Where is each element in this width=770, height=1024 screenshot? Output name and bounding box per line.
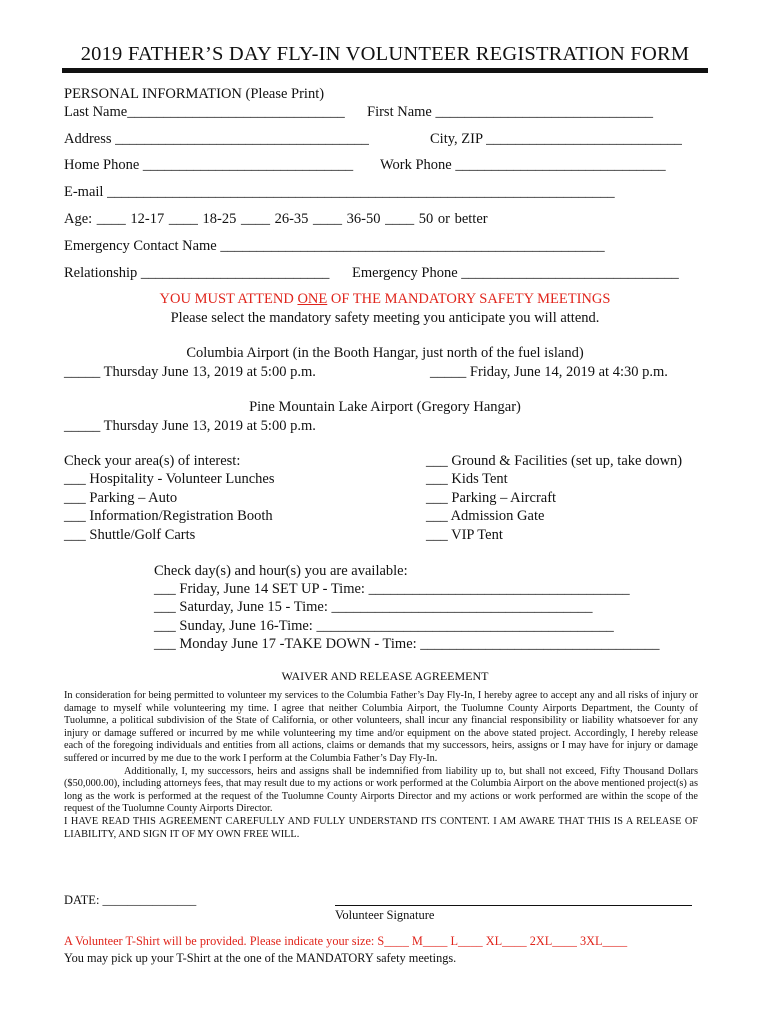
waiver-heading: WAIVER AND RELEASE AGREEMENT [281, 669, 489, 683]
interest-vip-tent[interactable]: ___ VIP Tent [426, 527, 503, 543]
columbia-friday-option[interactable]: _____ Friday, June 14, 2019 at 4:30 p.m. [430, 364, 668, 380]
signature-line[interactable] [335, 905, 692, 906]
mandatory-meeting-notice: YOU MUST ATTEND ONE OF THE MANDATORY SAFETY MEETINGS [159, 291, 611, 307]
first-name-field[interactable]: First Name ______________________________ [367, 104, 653, 120]
interest-admission-gate[interactable]: ___ Admission Gate [426, 508, 545, 524]
pine-mountain-meeting-heading: Pine Mountain Lake Airport (Gregory Hangar) [249, 399, 521, 415]
availability-monday[interactable]: ___ Monday June 17 -TAKE DOWN - Time: _________________________________ [154, 636, 660, 652]
interest-ground-facilities[interactable]: ___ Ground & Facilities (set up, take down) [426, 453, 683, 469]
interest-heading: Check your area(s) of interest: [64, 453, 241, 469]
interest-hospitality[interactable]: ___ Hospitality - Volunteer Lunches [64, 471, 275, 487]
age-options[interactable]: Age: ____ 12-17 ____ 18-25 ____ 26-35 ____ 36-50 ____ 50 or better [64, 211, 488, 227]
waiver-paragraph-1: In consideration for being permitted to volunteer my services to the Columbia Father’s Day Fly-In, I hereby agree to accept any and all risks of injury or damage to myself while volunteering my time. I agree that neither Columbia Airport, the Tuolumne County Airports Department, the County of Tuolumne, a political subdivision of the State of California, or other volunteers, shall incur any financial responsibility or liability whatsoever for any injury or damage suffered or incurred by me while volunteering my time and/or equipment on the above stated project. Accordingly, I hereby release each of the foregoing individuals and entities from all actions, claims or demands that my successors, heirs, assigns or I may have for injury or damage suffered or incurred by me due to the work I perform at the Columbia Father’s Day Fly-In. [64, 690, 698, 764]
date-field[interactable]: DATE: _______________ [64, 893, 197, 907]
availability-heading: Check day(s) and hour(s) you are available: [154, 563, 408, 579]
tshirt-pickup-note: You may pick up your T-Shirt at the one of the MANDATORY safety meetings. [64, 951, 457, 965]
last-name-field[interactable]: Last Name______________________________ [64, 104, 345, 120]
city-zip-field[interactable]: City, ZIP ___________________________ [430, 131, 682, 147]
availability-friday[interactable]: ___ Friday, June 14 SET UP - Time: ____________________________________ [154, 581, 630, 597]
title-divider [62, 68, 708, 73]
home-phone-field[interactable]: Home Phone _____________________________ [64, 157, 354, 173]
emergency-phone-field[interactable]: Emergency Phone ______________________________ [352, 265, 679, 281]
interest-shuttle[interactable]: ___ Shuttle/Golf Carts [64, 527, 196, 543]
meeting-instruction: Please select the mandatory safety meeting you anticipate you will attend. [170, 310, 600, 326]
availability-sunday[interactable]: ___ Sunday, June 16-Time: _________________________________________ [154, 618, 614, 634]
address-field[interactable]: Address ___________________________________ [64, 131, 369, 147]
interest-parking-aircraft[interactable]: ___ Parking – Aircraft [426, 490, 557, 506]
emergency-contact-field[interactable]: Emergency Contact Name _____________________________________________________ [64, 238, 605, 254]
relationship-field[interactable]: Relationship __________________________ [64, 265, 330, 281]
signature-label: Volunteer Signature [335, 908, 435, 922]
tshirt-size-selection[interactable]: A Volunteer T-Shirt will be provided. Please indicate your size: S____ M____ L____ XL____ 2XL____ 3XL____ [64, 934, 628, 948]
interest-parking-auto[interactable]: ___ Parking – Auto [64, 490, 178, 506]
interest-kids-tent[interactable]: ___ Kids Tent [426, 471, 508, 487]
waiver-paragraph-2: Additionally, I, my successors, heirs and assigns shall be indemnified from liability up to, but shall not exceed, Fifty Thousand Dollars ($50,000.00), including attorneys fees, that may result due to my actions or work performed at the Columbia Airport on the above mentioned project(s) as long as the work is performed at the request of the Tuolumne County Airports Director and my actions or work performed are within the scope of the request of the Tuolumne County Airports Director. [64, 765, 698, 815]
columbia-thursday-option[interactable]: _____ Thursday June 13, 2019 at 5:00 p.m. [64, 364, 316, 380]
form-title: 2019 FATHER’S DAY FLY-IN VOLUNTEER REGISTRATION FORM [80, 43, 690, 65]
work-phone-field[interactable]: Work Phone _____________________________ [380, 157, 666, 173]
pine-mountain-thursday-option[interactable]: _____ Thursday June 13, 2019 at 5:00 p.m. [64, 418, 316, 434]
personal-info-heading: PERSONAL INFORMATION (Please Print) [64, 86, 325, 102]
email-field[interactable]: E-mail ______________________________________________________________________ [64, 184, 615, 200]
waiver-acknowledgement: I HAVE READ THIS AGREEMENT CAREFULLY AND FULLY UNDERSTAND ITS CONTENT. I AM AWARE THAT THIS IS A RELEASE OF LIABILITY, AND SIGN IT OF MY OWN FREE WILL. [64, 815, 698, 840]
waiver-text [64, 690, 698, 841]
interest-registration-booth[interactable]: ___ Information/Registration Booth [64, 508, 273, 524]
columbia-meeting-heading: Columbia Airport (in the Booth Hangar, just north of the fuel island) [186, 345, 584, 361]
availability-saturday[interactable]: ___ Saturday, June 15 - Time: ____________________________________ [154, 599, 593, 615]
